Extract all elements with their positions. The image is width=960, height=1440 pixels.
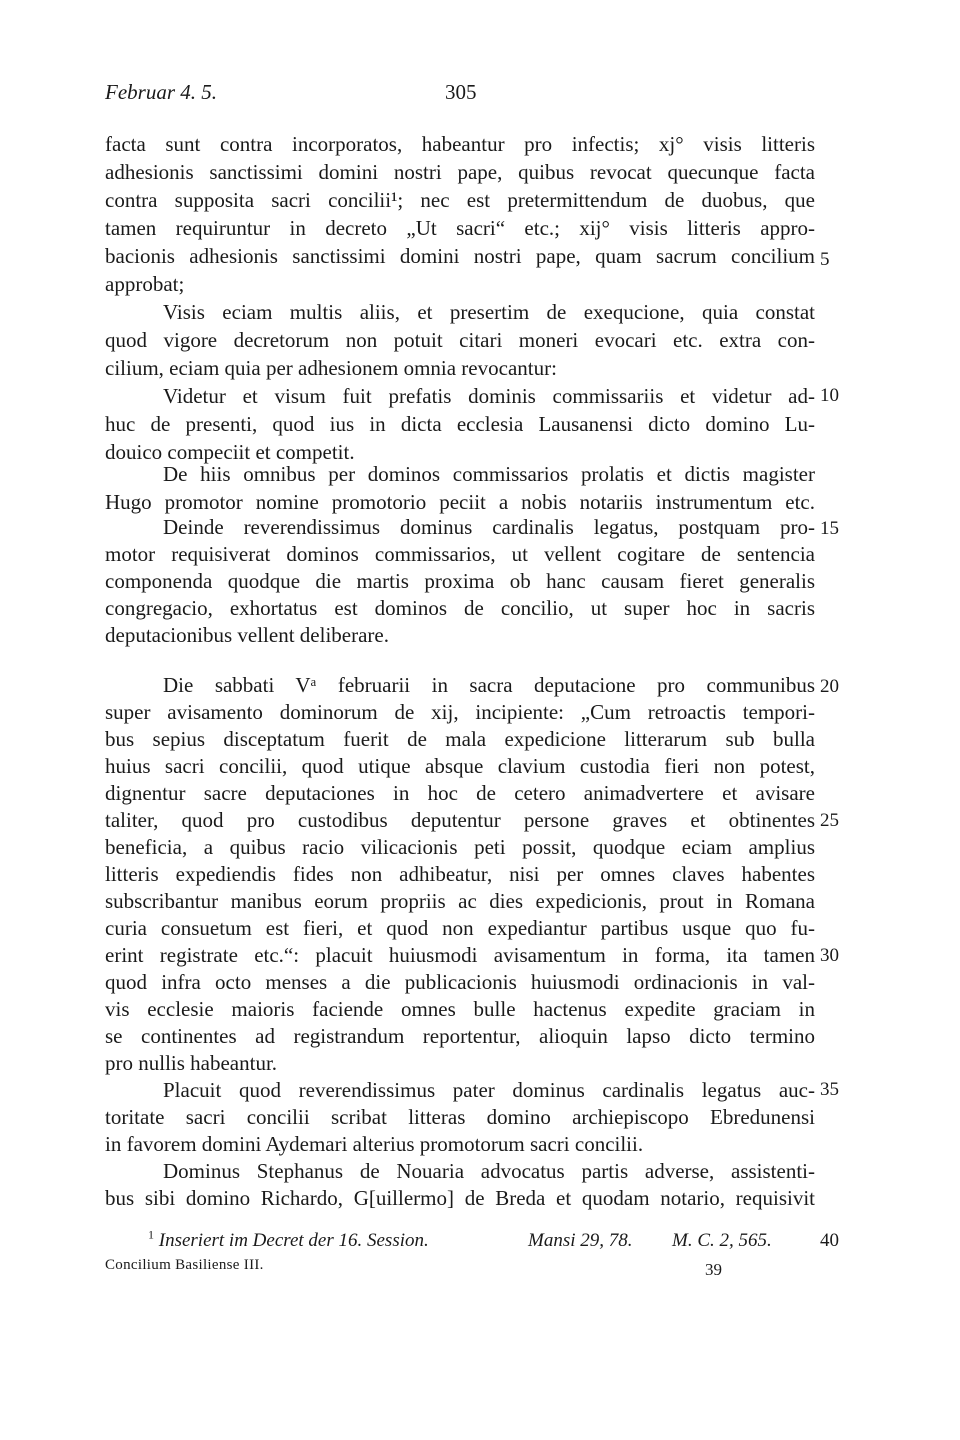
text-line-15: Deinde reverendissimus dominus cardinalis legatus, postquam pro- [163,515,815,539]
text-line-22: bus sepius disceptatum fuerit de mala expedicione litterarum sub bulla [105,727,815,751]
text-line-37: in favorem domini Aydemari alterius promotorum sacri concilii. [105,1132,644,1156]
text-line-31: quod infra octo menses a die publicacionis huiusmodi ordinacionis in val- [105,970,815,994]
footnote-reference-mansi: Mansi 29, 78. [528,1230,633,1251]
footnote-reference-mc: M. C. 2, 565. [672,1230,772,1251]
text-line-28: subscribantur manibus eorum propriis ac dies expedicionis, prout in Romana [105,889,815,913]
text-line-38: Dominus Stephanus de Nouaria advocatus partis adverse, assistenti- [163,1159,815,1183]
text-line-25: taliter, quod pro custodibus deputentur persone graves et obtinentes [105,808,815,832]
footnote-marker: 1 [148,1227,154,1242]
text-line-14: Hugo promotor nomine promotorio peciit a nobis notariis instrumentum etc. [105,490,815,514]
text-line-20: Die sabbati Vᵃ februarii in sacra deputacione pro communibus [163,673,815,697]
text-line-11: huc de presenti, quod ius in dicta ecclesia Lausanensi dicto domino Lu- [105,412,815,436]
text-line-16: motor requisiverat dominos commissarios, ut vellent cogitare de sentencia [105,542,815,566]
line-number-15: 15 [820,518,839,539]
signature-number: 39 [705,1260,722,1279]
text-line-27: litteris expediendis fides non adhibeatur, nisi per omnes claves habentes [105,862,815,886]
text-line-17: componenda quodque die martis proxima ob hanc causam fieret generalis [105,569,815,593]
signature-label: Concilium Basiliense III. [105,1257,264,1273]
text-line-13: De hiis omnibus per dominos commissarios prolatis et dictis magister [163,462,815,486]
text-line-35: Placuit quod reverendissimus pater dominus cardinalis legatus auc- [163,1078,815,1102]
text-line-19: deputacionibus vellent deliberare. [105,623,389,647]
line-number-20: 20 [820,676,839,697]
running-head: Februar 4. 5. [105,80,217,104]
line-number-25: 25 [820,810,839,831]
text-line-29: curia consuetum est fieri, et quod non expediantur partibus usque quo fu- [105,916,815,940]
text-line-24: dignentur sacre deputaciones in hoc de cetero animadvertere et avisare [105,781,815,805]
text-line-5: bacionis adhesionis sanctissimi domini nostri pape, quam sacrum concilium [105,244,815,268]
text-line-33: se continentes ad registrandum reportentur, alioquin lapso dicto termino [105,1024,815,1048]
line-number-35: 35 [820,1079,839,1100]
text-line-8: quod vigore decretorum non potuit citari moneri evocari etc. extra con- [105,328,815,352]
text-line-9: cilium, eciam quia per adhesionem omnia revocantur: [105,356,557,380]
text-line-4: tamen requiruntur in decreto „Ut sacri“ etc.; xij° visis litteris appro- [105,216,815,240]
text-line-36: toritate sacri concilii scribat litteras domino archiepiscopo Ebredunensi [105,1105,815,1129]
text-line-2: adhesionis sanctissimi domini nostri pape, quibus revocat quecunque facta [105,160,815,184]
text-line-39: bus sibi domino Richardo, G[uillermo] de Breda et quodam notario, requisivit [105,1186,815,1210]
text-line-34: pro nullis habeantur. [105,1051,278,1075]
line-number-30: 30 [820,945,839,966]
text-line-1: facta sunt contra incorporatos, habeantur pro infectis; xj° visis litteris [105,132,815,156]
text-line-10: Videtur et visum fuit prefatis dominis commissariis et videtur ad- [163,384,815,408]
page-header [105,80,815,110]
text-line-12: douico compeciit et competit. [105,440,355,464]
text-line-30: erint registrate etc.“: placuit huiusmodi avisamentum in forma, ita tamen [105,943,815,967]
page-number: 305 [445,80,477,104]
text-line-21: super avisamento dominorum de xij, incipiente: „Cum retroactis tempori- [105,700,815,724]
footnote-text: Inseriert im Decret der 16. Session. [158,1230,429,1251]
text-line-23: huius sacri concilii, quod utique absque clavium custodia fieri non potest, [105,754,815,778]
line-number-5: 5 [820,249,830,270]
line-number-10: 10 [820,385,839,406]
footnote [148,1228,429,1254]
text-line-7: Visis eciam multis aliis, et presertim de exequcione, quia constat [163,300,815,324]
text-line-6: approbat; [105,272,185,296]
text-line-18: congregacio, exhortatus est dominos de concilio, ut super hoc in sacris [105,596,815,620]
text-line-26: beneficia, a quibus racio vilicacionis peti possit, quodque eciam amplius [105,835,815,859]
line-number-40: 40 [820,1230,839,1251]
text-line-3: contra supposita sacri concilii¹; nec est pretermittendum de duobus, que [105,188,815,212]
text-line-32: vis ecclesie maioris faciende omnes bulle hactenus expedite graciam in [105,997,815,1021]
